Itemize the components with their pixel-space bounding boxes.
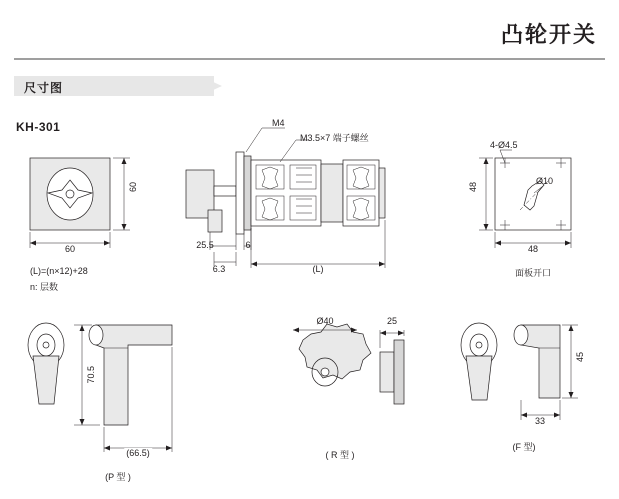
page-title: 凸轮开关 (500, 22, 597, 47)
front-view-note-2: n: 层数 (30, 282, 59, 292)
model-name: KH-301 (16, 120, 61, 134)
handle-p-caption: (P 型 ) (105, 472, 131, 482)
handle-f-width-dim: 33 (534, 416, 546, 426)
handle-f-height-dim: 45 (575, 352, 585, 363)
panel-cutout-holes-callout: 4-Ø4.5 (490, 140, 518, 150)
handle-r-depth-dim: 25 (386, 316, 398, 326)
section-label: 尺寸图 (24, 81, 64, 95)
side-view-m4-callout: M4 (272, 118, 285, 128)
handle-r-caption: ( R 型 ) (325, 450, 355, 460)
handle-r-diameter-dim: Ø40 (316, 316, 334, 326)
side-view-dim-6-3: 6.3 (212, 264, 226, 274)
side-view-screw-callout: M3.5×7 端子螺丝 (300, 133, 369, 143)
side-view-dim-6: 6 (245, 240, 251, 250)
panel-cutout-caption: 面板开口 (514, 268, 552, 278)
side-view-dim-length: (L) (312, 264, 324, 274)
panel-cutout-height-dim: 48 (468, 182, 478, 193)
front-view-width-dim: 60 (64, 244, 76, 254)
panel-cutout-width-dim: 48 (527, 244, 539, 254)
front-view-note-1: (L)=(n×12)+28 (30, 266, 88, 276)
handle-p-height-dim: 70.5 (86, 366, 96, 384)
panel-cutout-center-callout: Ø10 (536, 176, 554, 186)
side-view-dim-25-5: 25.5 (196, 240, 214, 250)
front-view-height-dim: 60 (128, 182, 138, 193)
handle-f-caption: (F 型) (512, 442, 536, 452)
handle-p-width-dim: (66.5) (126, 448, 150, 458)
